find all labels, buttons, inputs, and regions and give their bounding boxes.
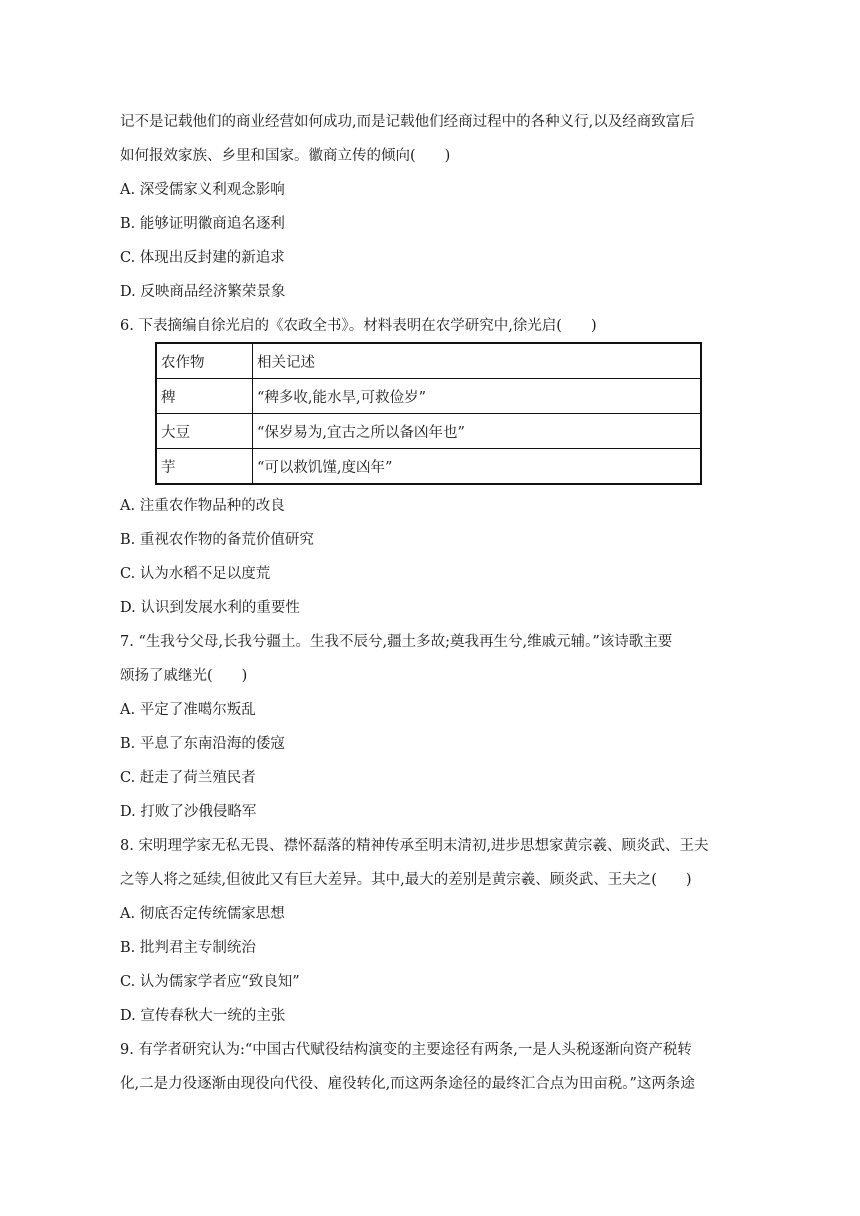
q8-option-b: B. 批判君主专制统治 bbox=[120, 940, 256, 956]
q8-stem-line-2: 之等人将之延续,但彼此又有巨大差异。其中,最大的差别是黄宗羲、顾炎武、王夫之( ) bbox=[120, 872, 692, 888]
q7-option-b: B. 平息了东南沿海的倭寇 bbox=[120, 736, 285, 752]
q5-option-d: D. 反映商品经济繁荣景象 bbox=[120, 284, 286, 300]
table-cell-crop: 大豆 bbox=[156, 414, 253, 449]
q9-stem-line-2: 化,二是力役逐渐由现役向代役、雇役转化,而这两条途径的最终汇合点为田亩税。”这两条途 bbox=[120, 1076, 695, 1092]
q8-option-d: D. 宣传春秋大一统的主张 bbox=[120, 1008, 286, 1024]
table-row bbox=[156, 414, 701, 449]
q7-option-c: C. 赶走了荷兰殖民者 bbox=[120, 770, 256, 786]
q6-option-b: B. 重视农作物的备荒价值研究 bbox=[120, 532, 314, 548]
crop-table bbox=[155, 342, 702, 485]
q5-option-a: A. 深受儒家义利观念影响 bbox=[120, 182, 285, 198]
q6-option-d: D. 认识到发展水利的重要性 bbox=[120, 600, 300, 616]
q8-stem-line-1: 8. 宋明理学家无私无畏、襟怀磊落的精神传承至明末清初,进步思想家黄宗羲、顾炎武、王夫 bbox=[120, 838, 709, 854]
table-header-crop: 农作物 bbox=[156, 343, 253, 379]
table-cell-record: “保岁易为,宜古之所以备凶年也” bbox=[253, 414, 702, 449]
q7-stem-line-1: 7. “生我兮父母,长我兮疆土。生我不辰兮,疆土多故;奠我再生兮,维戚元辅。”该诗歌主要 bbox=[120, 634, 673, 650]
q7-option-a: A. 平定了准噶尔叛乱 bbox=[120, 702, 256, 718]
q7-stem-line-2: 颂扬了戚继光( ) bbox=[120, 668, 248, 684]
table-header-row bbox=[156, 343, 701, 379]
q8-option-c: C. 认为儒家学者应“致良知” bbox=[120, 974, 300, 990]
q6-stem: 6. 下表摘编自徐光启的《农政全书》。材料表明在农学研究中,徐光启( ) bbox=[120, 318, 597, 334]
q5-option-c: C. 体现出反封建的新追求 bbox=[120, 250, 285, 266]
table-row bbox=[156, 449, 701, 485]
q6-option-c: C. 认为水稻不足以度荒 bbox=[120, 566, 271, 582]
table-header-record: 相关记述 bbox=[253, 343, 702, 379]
table-cell-crop: 芋 bbox=[156, 449, 253, 485]
table-cell-record: “可以救饥馑,度凶年” bbox=[253, 449, 702, 485]
q6-option-a: A. 注重农作物品种的改良 bbox=[120, 498, 285, 514]
q5-option-b: B. 能够证明徽商追名逐利 bbox=[120, 216, 285, 232]
q7-option-d: D. 打败了沙俄侵略军 bbox=[120, 804, 257, 820]
q8-option-a: A. 彻底否定传统儒家思想 bbox=[120, 906, 285, 922]
q9-stem-line-1: 9. 有学者研究认为:“中国古代赋役结构演变的主要途径有两条,一是人头税逐渐向资产税转 bbox=[120, 1042, 692, 1058]
table-row bbox=[156, 379, 701, 414]
table-cell-record: “稗多收,能水旱,可救俭岁” bbox=[253, 379, 702, 414]
q5-stem-line-2: 如何报效家族、乡里和国家。徽商立传的倾向( ) bbox=[120, 148, 451, 164]
table-cell-crop: 稗 bbox=[156, 379, 253, 414]
q5-stem-line-1: 记不是记载他们的商业经营如何成功,而是记载他们经商过程中的各种义行,以及经商致富后 bbox=[120, 114, 695, 130]
